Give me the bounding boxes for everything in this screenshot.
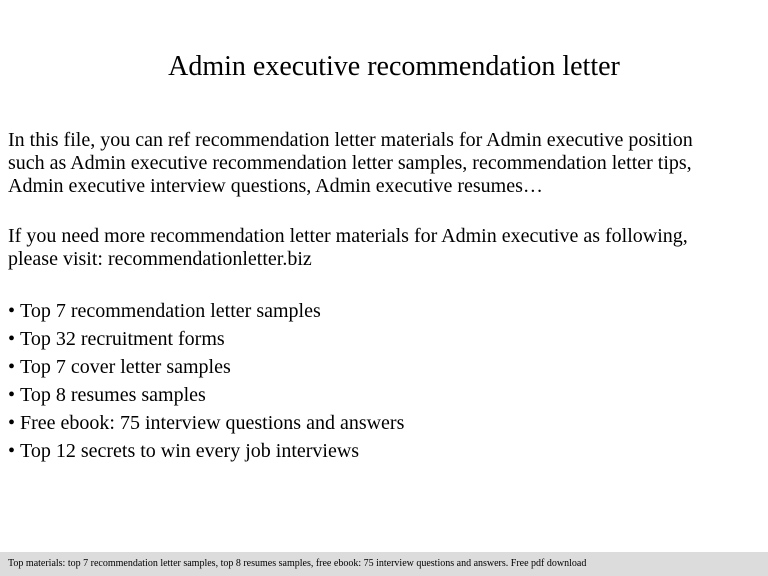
list-item: • Top 7 recommendation letter samples xyxy=(8,297,404,325)
list-item: • Top 8 resumes samples xyxy=(8,381,404,409)
intro-line: Admin executive interview questions, Admin executive resumes… xyxy=(8,175,543,197)
visit-paragraph xyxy=(8,225,764,271)
visit-line: please visit: recommendationletter.biz xyxy=(8,248,312,270)
page-title: Admin executive recommendation letter xyxy=(168,51,620,82)
visit-line: If you need more recommendation letter materials for Admin executive as following, xyxy=(8,225,688,247)
intro-line: In this file, you can ref recommendation letter materials for Admin executive position xyxy=(8,129,693,151)
materials-list xyxy=(8,297,404,465)
list-item: • Top 32 recruitment forms xyxy=(8,325,404,353)
footer-text: Top materials: top 7 recommendation letter samples, top 8 resumes samples, free ebook: 75 interview questions and answers. Free pdf download xyxy=(8,558,587,569)
list-item: • Free ebook: 75 interview questions and answers xyxy=(8,409,404,437)
footer-bar xyxy=(0,552,768,576)
list-item: • Top 7 cover letter samples xyxy=(8,353,404,381)
intro-line: such as Admin executive recommendation letter samples, recommendation letter tips, xyxy=(8,152,692,174)
list-item: • Top 12 secrets to win every job interviews xyxy=(8,437,404,465)
intro-paragraph xyxy=(8,129,764,198)
